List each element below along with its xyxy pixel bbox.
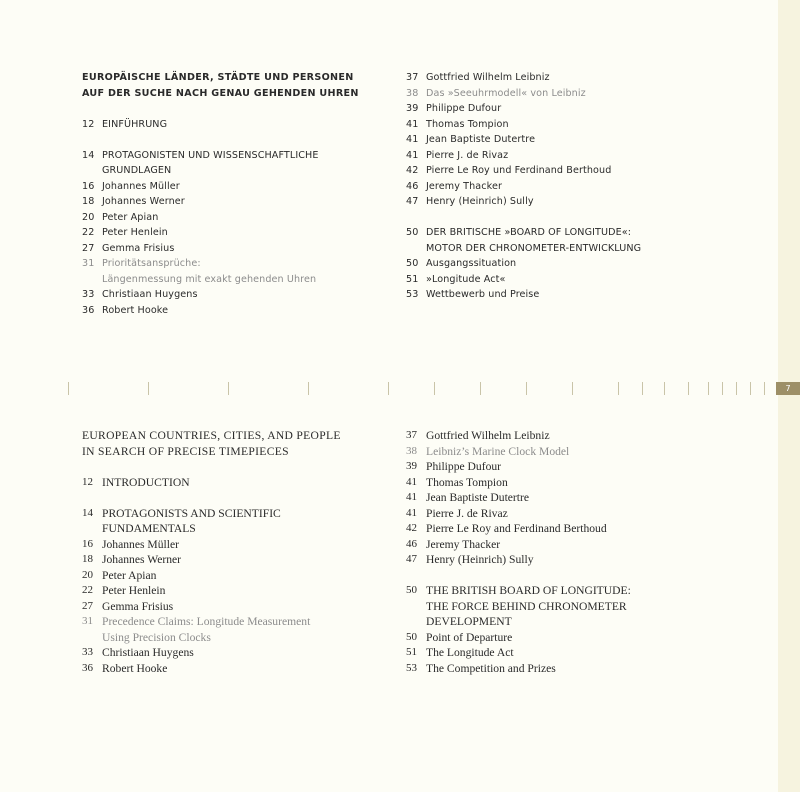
entry-title: Using Precision Clocks [102, 630, 211, 644]
toc-entry [82, 163, 382, 179]
toc-entry [406, 475, 726, 491]
divider-tick [736, 382, 737, 395]
divider-tick [388, 382, 389, 395]
page-number: 39 [406, 103, 419, 114]
entry-title: DEVELOPMENT [426, 615, 512, 628]
toc-entry [82, 475, 382, 491]
toc-entry [82, 287, 382, 303]
toc-entry [406, 132, 726, 148]
heading-line: EUROPEAN COUNTRIES, CITIES, AND PEOPLE [82, 429, 341, 442]
entry-title: Christiaan Huygens [102, 289, 198, 300]
divider-tick [722, 382, 723, 395]
toc-entry [406, 179, 726, 195]
entry-title: EINFÜHRUNG [102, 118, 168, 130]
toc-entry [406, 506, 726, 522]
toc-entry [82, 241, 382, 257]
entry-title: Wettbewerb und Preise [426, 289, 540, 300]
entry-title: Robert Hooke [102, 304, 169, 316]
page-number: 41 [406, 149, 419, 161]
page-number [82, 163, 102, 179]
toc-entry [82, 552, 382, 568]
page-number [406, 599, 426, 615]
entry-title: Christiaan Huygens [102, 646, 194, 659]
toc-entry [82, 645, 382, 661]
divider-tick [708, 382, 709, 395]
toc-entry [406, 272, 726, 288]
toc-entry [406, 241, 726, 257]
entry-title: Thomas Tompion [426, 475, 508, 489]
toc-entry [82, 225, 382, 241]
toc-entry [82, 179, 382, 195]
page-number: 22 [82, 584, 93, 596]
divider-tick [664, 382, 665, 395]
entry-title: Pierre Le Roy und Ferdinand Berthoud [426, 165, 612, 176]
entry-title: Ausgangssituation [426, 258, 517, 269]
entry-title: Peter Apian [102, 568, 157, 582]
entry-title: Das »Seeuhrmodell« von Leibniz [426, 87, 586, 99]
toc-english-left-column [82, 428, 382, 676]
toc-list [82, 117, 382, 319]
entry-title: Jean Baptiste Dutertre [426, 491, 530, 504]
section-divider [0, 382, 800, 396]
toc-entry [82, 117, 382, 133]
page-number: 18 [82, 553, 93, 565]
entry-title: Thomas Tompion [426, 118, 509, 130]
divider-tick [688, 382, 689, 395]
toc-entry [82, 537, 382, 553]
page-number: 31 [82, 258, 95, 269]
page-number-tab: 7 [776, 382, 800, 395]
toc-entry [82, 506, 382, 522]
heading-line: EUROPÄISCHE LÄNDER, STÄDTE UND PERSONEN [82, 72, 354, 83]
entry-title: INTRODUCTION [102, 475, 190, 489]
entry-title: Johannes Werner [102, 196, 185, 207]
toc-entry [82, 148, 382, 164]
entry-title: Jeremy Thacker [426, 537, 501, 551]
divider-tick [434, 382, 435, 395]
toc-entry [82, 568, 382, 584]
page-number: 42 [406, 522, 417, 534]
entry-title: Pierre Le Roy and Ferdinand Berthoud [426, 522, 607, 535]
page-number: 18 [82, 196, 95, 207]
page-number: 16 [82, 180, 95, 192]
entry-title: Gemma Frisius [102, 242, 175, 254]
heading-line: AUF DER SUCHE NACH GENAU GEHENDEN UHREN [82, 87, 359, 99]
entry-title: Philippe Dufour [426, 103, 502, 114]
divider-tick [480, 382, 481, 395]
page-number: 46 [406, 537, 417, 550]
page-number: 46 [406, 180, 419, 192]
page-number: 33 [82, 289, 95, 300]
page-number: 20 [82, 568, 93, 581]
toc-entry [406, 428, 726, 444]
page-number: 14 [82, 149, 95, 161]
toc-entry [406, 599, 726, 615]
page-number: 31 [82, 615, 93, 627]
entry-title: Henry (Heinrich) Sully [426, 553, 534, 566]
page-number: 50 [406, 258, 419, 269]
entry-title: Jean Baptiste Dutertre [426, 134, 536, 145]
toc-entry [406, 117, 726, 133]
entry-title: THE BRITISH BOARD OF LONGITUDE: [426, 584, 631, 597]
toc-entry [82, 194, 382, 210]
page-edge [778, 0, 800, 792]
page-number: 27 [82, 242, 95, 254]
toc-entry [82, 583, 382, 599]
page-number: 38 [406, 87, 419, 99]
toc-entry [406, 459, 726, 475]
page-number: 12 [82, 475, 93, 488]
page-number: 50 [406, 630, 417, 643]
toc-entry [406, 444, 726, 460]
entry-title: Precedence Claims: Longitude Measurement [102, 615, 311, 628]
toc-entry [82, 661, 382, 677]
page-number [406, 614, 426, 630]
entry-title: GRUNDLAGEN [102, 165, 172, 176]
entry-title: PROTAGONISTS AND SCIENTIFIC [102, 506, 281, 520]
page-number [406, 241, 426, 257]
entry-title: THE FORCE BEHIND CHRONOMETER [426, 599, 627, 613]
divider-tick [228, 382, 229, 395]
divider-tick [308, 382, 309, 395]
entry-title: Pierre J. de Rivaz [426, 506, 508, 520]
entry-title: Johannes Müller [102, 537, 179, 551]
divider-tick [148, 382, 149, 395]
entry-title: Jeremy Thacker [426, 180, 502, 192]
page-number: 51 [406, 273, 419, 285]
page-number: 41 [406, 506, 417, 519]
toc-entry [406, 194, 726, 210]
toc-heading-german [82, 70, 382, 101]
toc-entry [406, 490, 726, 506]
page-number: 50 [406, 584, 417, 596]
toc-entry [406, 552, 726, 568]
entry-title: MOTOR DER CHRONOMETER-ENTWICKLUNG [426, 242, 642, 254]
page-number: 36 [82, 661, 93, 674]
heading-line: IN SEARCH OF PRECISE TIMEPIECES [82, 444, 289, 458]
page-number: 14 [82, 506, 93, 519]
page-number [82, 521, 102, 537]
toc-entry [406, 86, 726, 102]
page-number: 36 [82, 304, 95, 316]
toc-entry [82, 303, 382, 319]
page-number: 38 [406, 444, 417, 457]
toc-list [406, 428, 726, 676]
page-number: 27 [82, 599, 93, 612]
entry-title: Johannes Müller [102, 180, 180, 192]
page-number: 41 [406, 118, 419, 130]
page-number: 41 [406, 134, 419, 145]
page-number: 22 [82, 227, 95, 238]
toc-german-left-column [82, 70, 382, 318]
page-number: 41 [406, 491, 417, 503]
toc-entry [406, 70, 726, 86]
entry-title: Point of Departure [426, 630, 513, 644]
toc-entry [406, 101, 726, 117]
entry-title: Robert Hooke [102, 661, 168, 675]
divider-tick [572, 382, 573, 395]
entry-title: Peter Apian [102, 211, 159, 223]
toc-entry [406, 287, 726, 303]
page-number: 42 [406, 165, 419, 176]
toc-german-right-column [406, 70, 726, 303]
entry-title: Gottfried Wilhelm Leibniz [426, 72, 550, 83]
entry-title: Pierre J. de Rivaz [426, 149, 509, 161]
page-number: 53 [406, 661, 417, 674]
toc-heading-english [82, 428, 382, 459]
entry-title: FUNDAMENTALS [102, 522, 196, 535]
entry-title: Leibniz’s Marine Clock Model [426, 444, 570, 458]
divider-tick [618, 382, 619, 395]
entry-title: DER BRITISCHE »BOARD OF LONGITUDE«: [426, 227, 632, 238]
toc-entry [406, 614, 726, 630]
page-number: 50 [406, 227, 419, 238]
toc-english-right-column [406, 428, 726, 676]
divider-tick [526, 382, 527, 395]
page-number [82, 272, 102, 288]
toc-entry [82, 630, 382, 646]
toc-entry [82, 614, 382, 630]
page-number: 39 [406, 460, 417, 472]
toc-entry [406, 645, 726, 661]
entry-title: PROTAGONISTEN UND WISSENSCHAFTLICHE [102, 149, 319, 161]
toc-entry [406, 583, 726, 599]
toc-entry [406, 661, 726, 677]
entry-title: »Longitude Act« [426, 273, 506, 285]
toc-entry [406, 163, 726, 179]
toc-entry [406, 256, 726, 272]
page-number: 12 [82, 118, 95, 130]
page-number: 33 [82, 646, 93, 658]
entry-title: Peter Henlein [102, 227, 168, 238]
toc-entry [82, 256, 382, 272]
toc-entry [406, 521, 726, 537]
page-number: 20 [82, 211, 95, 223]
toc-list [406, 70, 726, 303]
entry-title: Gottfried Wilhelm Leibniz [426, 429, 550, 442]
entry-title: Längenmessung mit exakt gehenden Uhren [102, 273, 317, 285]
divider-tick [764, 382, 765, 395]
page-number: 53 [406, 289, 419, 300]
toc-entry [82, 210, 382, 226]
page-number: 37 [406, 429, 417, 441]
toc-entry [82, 521, 382, 537]
entry-title: Gemma Frisius [102, 599, 174, 613]
divider-tick [68, 382, 69, 395]
divider-tick [750, 382, 751, 395]
page-number [82, 630, 102, 646]
entry-title: The Longitude Act [426, 646, 514, 659]
page-number: 47 [406, 553, 417, 565]
page-number: 41 [406, 475, 417, 488]
toc-entry [406, 537, 726, 553]
page-number: 47 [406, 196, 419, 207]
page-number: 51 [406, 646, 417, 658]
entry-title: Philippe Dufour [426, 460, 502, 473]
toc-entry [406, 630, 726, 646]
entry-title: Johannes Werner [102, 553, 182, 566]
toc-list [82, 475, 382, 677]
entry-title: Henry (Heinrich) Sully [426, 196, 534, 207]
toc-entry [82, 599, 382, 615]
entry-title: The Competition and Prizes [426, 661, 556, 675]
entry-title: Prioritätsansprüche: [102, 258, 201, 269]
toc-entry [82, 272, 382, 288]
divider-tick [642, 382, 643, 395]
page-number: 37 [406, 72, 419, 83]
toc-entry [406, 148, 726, 164]
page-number: 16 [82, 537, 93, 550]
toc-entry [406, 225, 726, 241]
entry-title: Peter Henlein [102, 584, 166, 597]
